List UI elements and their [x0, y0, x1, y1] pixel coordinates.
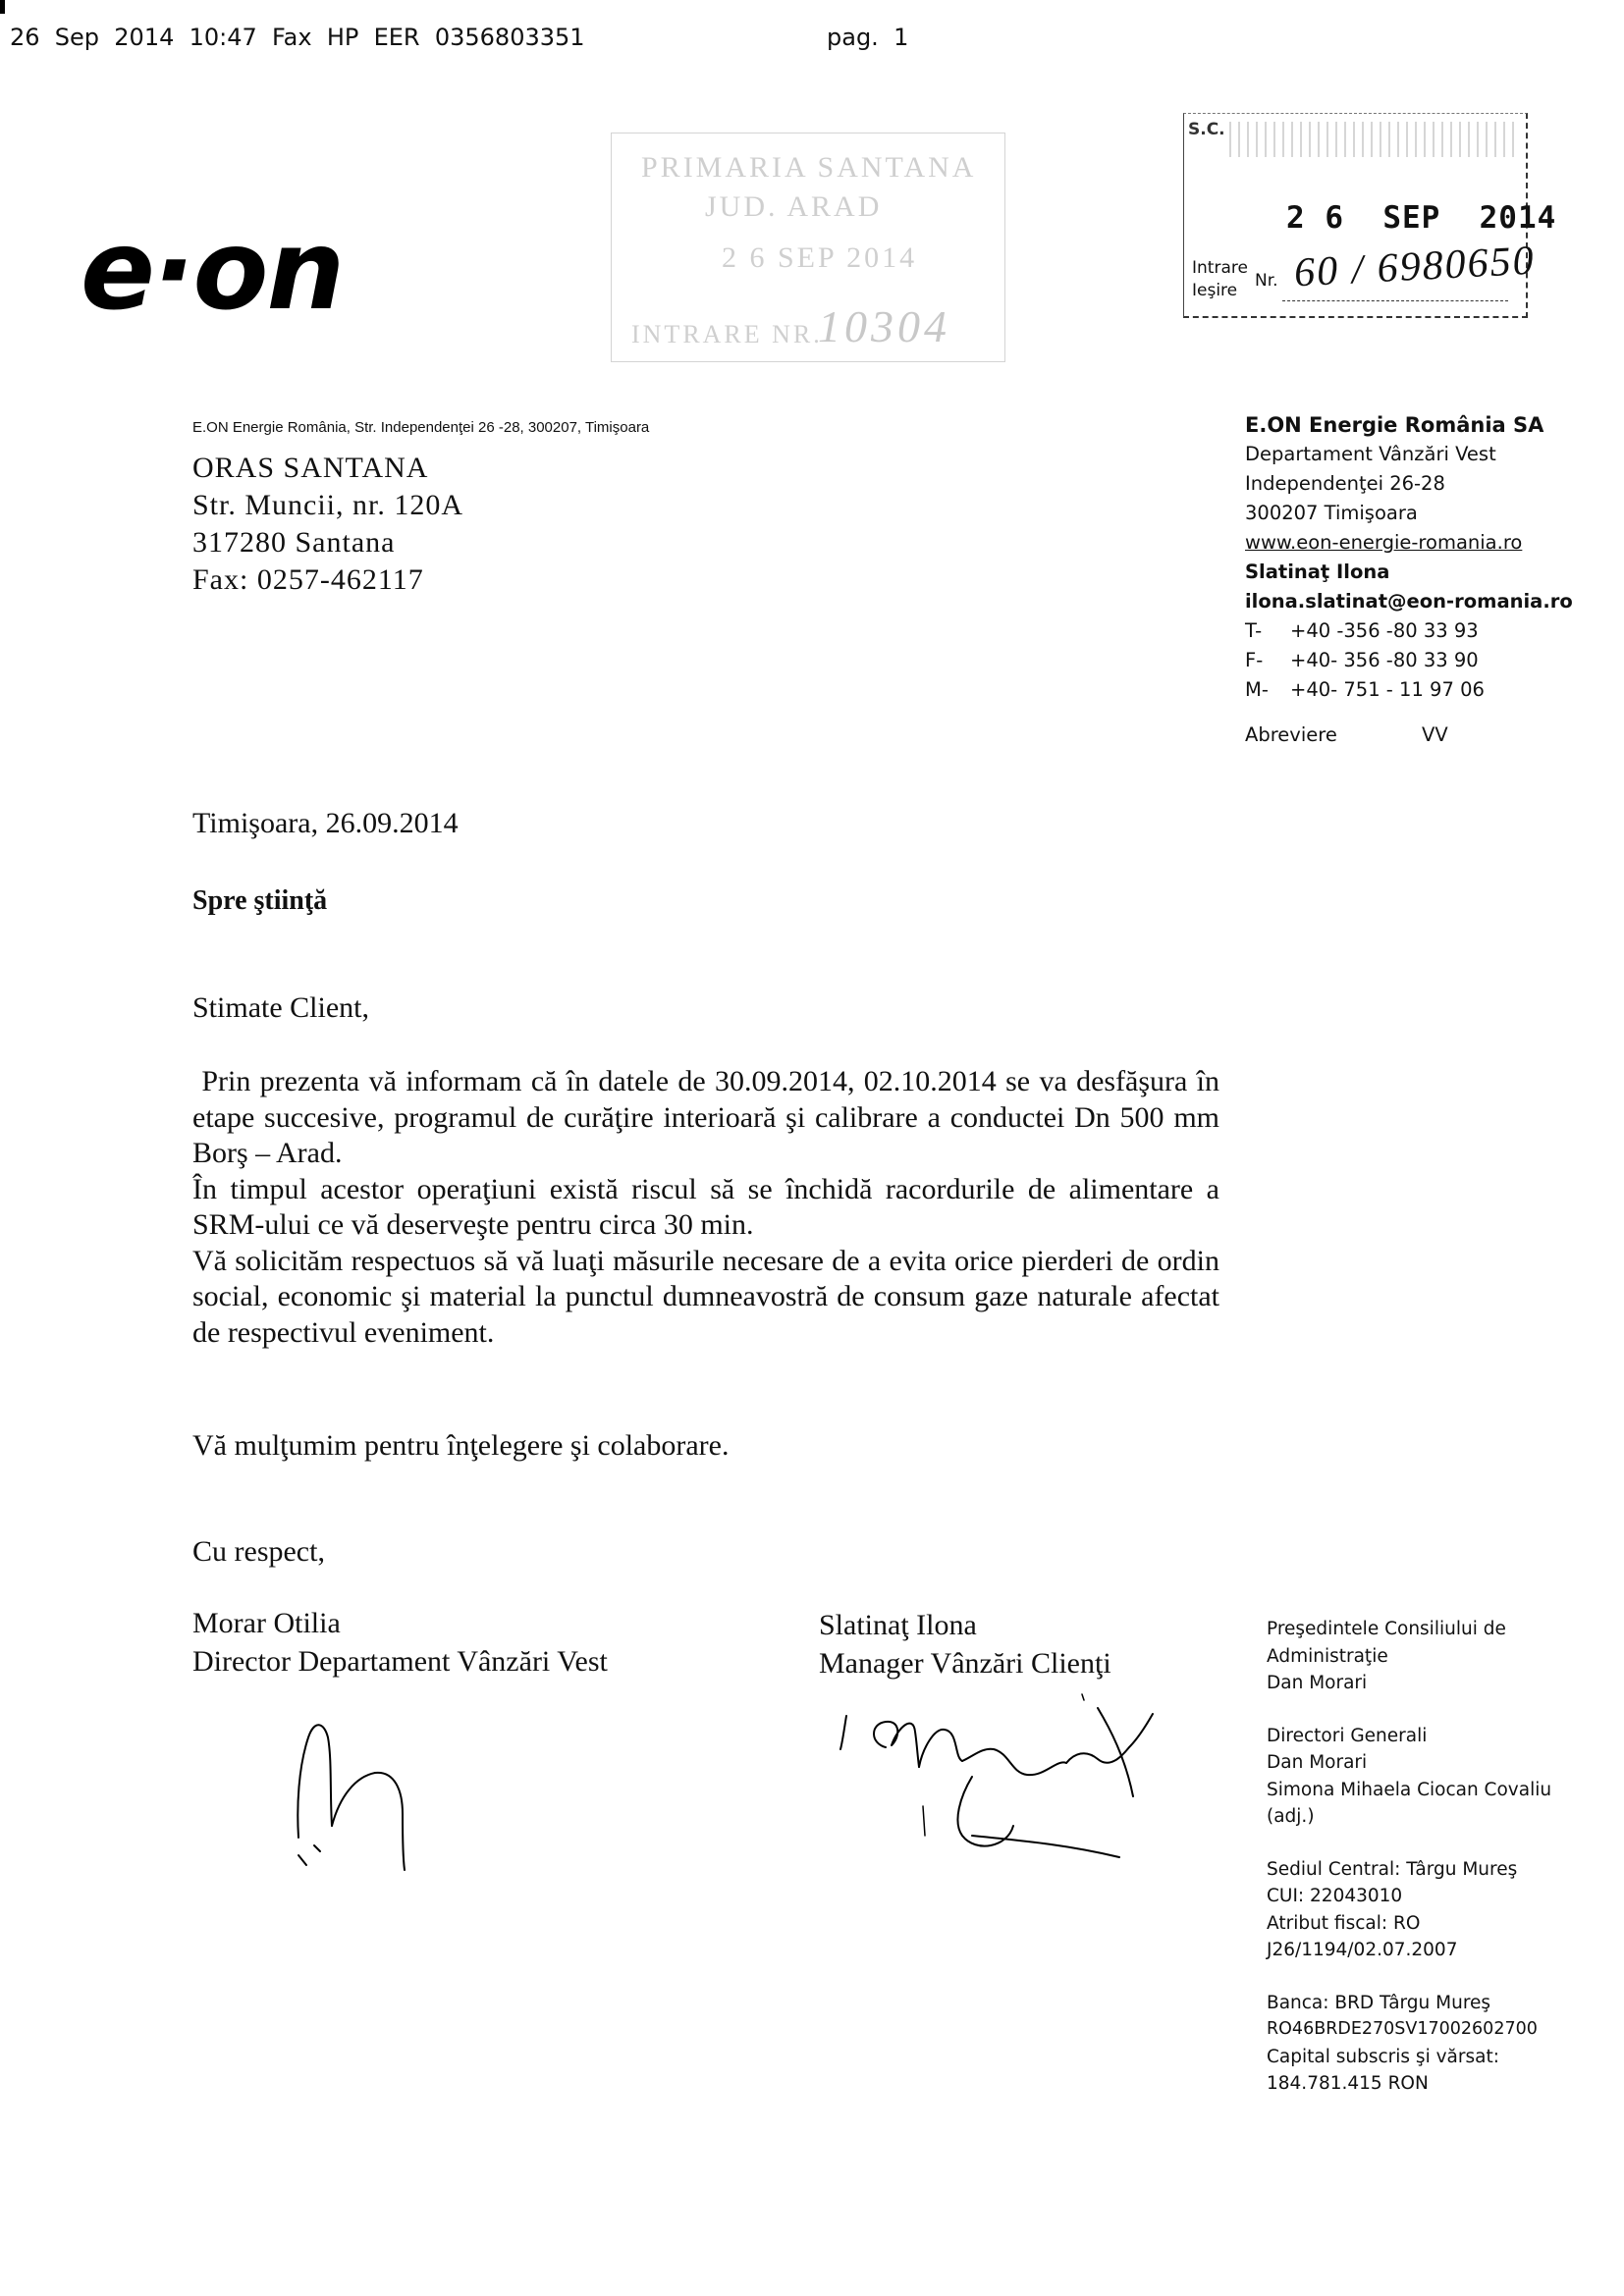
contact-fax-label: F-	[1245, 649, 1264, 671]
signatory-left	[192, 1604, 608, 1681]
registration-iesire-label: Ieşire	[1192, 281, 1238, 300]
directors-title: Directori Generali	[1267, 1725, 1428, 1746]
contact-phone-row	[1245, 616, 1573, 646]
closing-line: Cu respect,	[192, 1535, 325, 1568]
registration-stamp-noise	[1229, 122, 1514, 157]
recipient-name: ORAS SANTANA	[192, 452, 429, 484]
registration-stamp	[1183, 113, 1557, 318]
registration-intrare-label: Intrare	[1192, 258, 1248, 278]
abbreviation-label: Abreviere	[1245, 723, 1337, 746]
iban: RO46BRDE270SV17002602700	[1267, 2019, 1538, 2039]
signature-right	[835, 1688, 1208, 1875]
footer-gap	[1267, 1697, 1551, 1723]
director-1: Dan Morari	[1267, 1752, 1368, 1773]
signatory-left-title: Director Departament Vânzări Vest	[192, 1645, 608, 1678]
stamp-date-faint: 2 6 SEP 2014	[722, 241, 918, 274]
scan-mark	[0, 0, 5, 14]
contact-phone: +40 -356 -80 33 93	[1290, 619, 1479, 642]
signatory-right	[819, 1606, 1111, 1682]
cui: CUI: 22043010	[1267, 1886, 1403, 1906]
recipient-street: Str. Muncii, nr. 120A	[192, 489, 464, 521]
director-2: Simona Mihaela Ciocan Covaliu	[1267, 1779, 1552, 1800]
letter-body	[192, 1064, 1227, 1351]
legal-info-block	[1267, 1616, 1551, 2098]
recipient-fax: Fax: 0257-462117	[192, 563, 424, 596]
contact-email-link[interactable]: ilona.slatinat@eon-romania.ro	[1245, 590, 1573, 613]
headquarters: Sediul Central: Târgu Mureş	[1267, 1858, 1518, 1880]
eon-logo: e·on	[81, 207, 344, 335]
fax-page-number: pag. 1	[827, 24, 909, 51]
sender-address-line: E.ON Energie România, Str. Independenţei 26 -28, 300207, Timişoara	[192, 419, 650, 436]
contact-mobile-row	[1245, 675, 1573, 705]
stamp-entry-label: INTRARE NR.	[631, 320, 823, 348]
company-contact-block	[1245, 410, 1573, 750]
signatory-right-title: Manager Vânzări Clienţi	[819, 1647, 1111, 1680]
company-street: Independenţei 26-28	[1245, 472, 1445, 495]
contact-mobile: +40- 751 - 11 97 06	[1290, 678, 1485, 701]
signature-left	[285, 1708, 481, 1875]
registration-nr-line	[1282, 300, 1508, 301]
notice-heading: Spre ştiinţă	[192, 885, 328, 916]
contact-fax-row	[1245, 646, 1573, 675]
fax-header-line: 26 Sep 2014 10:47 Fax HP EER 0356803351	[10, 24, 585, 51]
footer-gap	[1267, 1831, 1551, 1856]
trade-registry: J26/1194/02.07.2007	[1267, 1940, 1458, 1960]
board-title-cont: Administraţie	[1267, 1645, 1388, 1667]
registration-stamp-date: 2 6 SEP 2014	[1286, 200, 1557, 236]
registration-stamp-header: S.C.	[1188, 120, 1225, 139]
company-city: 300207 Timişoara	[1245, 502, 1418, 524]
fiscal-attribute: Atribut fiscal: RO	[1267, 1912, 1421, 1934]
thanks-line: Vă mulţumim pentru înţelegere şi colaborare.	[192, 1429, 730, 1462]
company-website-link[interactable]: www.eon-energie-romania.ro	[1245, 531, 1523, 554]
paragraph-2: În timpul acestor operaţiuni există riscul să se închidă racordurile de alimentare a SRM-ului ce vă deserveşte pentru circa 30 min.	[192, 1172, 1219, 1241]
salutation: Stimate Client,	[192, 991, 369, 1024]
contact-phone-label: T-	[1245, 619, 1263, 642]
recipient-address	[192, 450, 463, 599]
paragraph-3: Vă solicităm respectuos să vă luaţi măsurile necesare de a evita orice pierderi de ordin social, economic şi material la punctul dumneavostră de consum gaze naturale afectat de respectivul eveniment.	[192, 1244, 1219, 1349]
capital-label: Capital subscris şi vărsat:	[1267, 2046, 1499, 2067]
footer-gap	[1267, 1964, 1551, 1990]
signatory-right-name: Slatinaţ Ilona	[819, 1609, 977, 1641]
stamp-handwritten-number: 10304	[818, 301, 950, 351]
registration-nr-label: Nr.	[1255, 271, 1278, 291]
company-department: Departament Vânzări Vest	[1245, 443, 1496, 465]
capital-value: 184.781.415 RON	[1267, 2073, 1429, 2094]
contact-fax: +40- 356 -80 33 90	[1290, 649, 1479, 671]
company-name: E.ON Energie România SA	[1245, 413, 1544, 437]
contact-name: Slatinaţ Ilona	[1245, 561, 1390, 583]
place-date: Timişoara, 26.09.2014	[192, 807, 459, 839]
director-2-note: (adj.)	[1267, 1806, 1315, 1827]
registration-handwritten-number: 60 / 6980650	[1292, 238, 1537, 296]
signatory-left-name: Morar Otilia	[192, 1607, 341, 1639]
stamp-institution: PRIMARIA SANTANA	[641, 151, 977, 184]
contact-mobile-label: M-	[1245, 678, 1269, 701]
recipient-city: 317280 Santana	[192, 526, 396, 559]
abbreviation-row	[1245, 721, 1573, 750]
bank: Banca: BRD Târgu Mureş	[1267, 1992, 1491, 2013]
incoming-stamp-faint	[611, 133, 1005, 362]
board-title: Preşedintele Consiliului de	[1267, 1619, 1506, 1639]
stamp-county: JUD. ARAD	[705, 190, 883, 223]
board-name: Dan Morari	[1267, 1673, 1368, 1693]
paragraph-1: Prin prezenta vă informam că în datele de 30.09.2014, 02.10.2014 se va desfăşura în etape succesive, programul de curăţire interioară şi calibrare a conductei Dn 500 mm Borş – Arad.	[192, 1065, 1227, 1169]
abbreviation-value: VV	[1422, 723, 1448, 746]
